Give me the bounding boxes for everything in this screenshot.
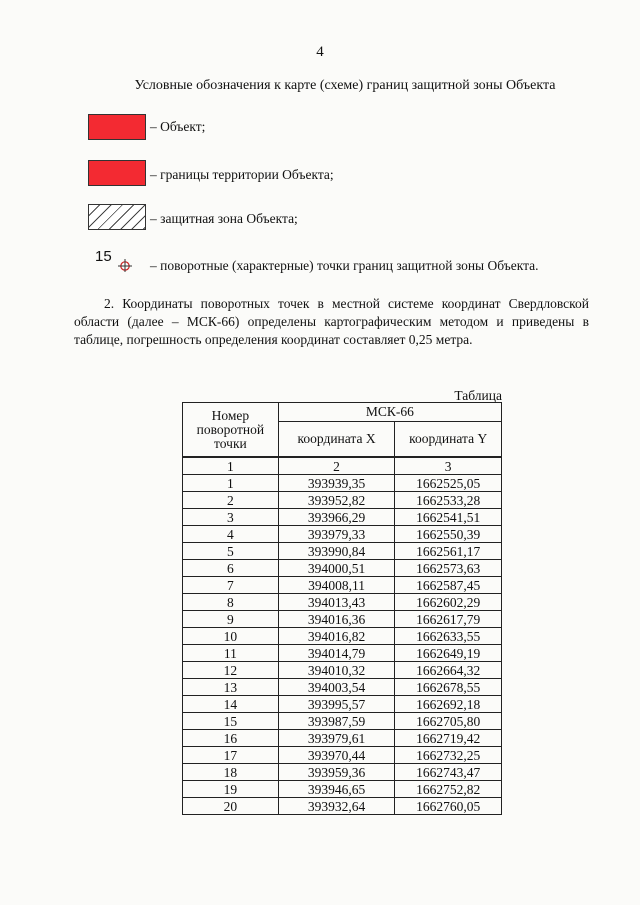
header-coordinate-x: координата X: [278, 422, 395, 458]
point-number-cell: 18: [183, 764, 279, 781]
point-number-cell: 15: [183, 713, 279, 730]
coordinate-y-cell: 1662760,05: [395, 798, 502, 815]
coordinate-x-cell: 393966,29: [278, 509, 395, 526]
table-row: [183, 509, 502, 526]
legend-label-zone: – защитная зона Объекта;: [150, 211, 298, 226]
header-msk66: МСК-66: [278, 403, 501, 422]
table-row: [183, 713, 502, 730]
table-row: [183, 492, 502, 509]
table-row: [183, 594, 502, 611]
coordinate-y-cell: 1662550,39: [395, 526, 502, 543]
coordinate-x-cell: 394016,82: [278, 628, 395, 645]
coordinate-x-cell: 394003,54: [278, 679, 395, 696]
point-number-cell: 7: [183, 577, 279, 594]
coordinate-y-cell: 1662633,55: [395, 628, 502, 645]
coordinate-y-cell: 1662617,79: [395, 611, 502, 628]
coordinate-y-cell: 1662678,55: [395, 679, 502, 696]
coordinate-x-cell: 393979,61: [278, 730, 395, 747]
crosshair-point-icon: [95, 248, 135, 272]
coordinates-paragraph: 2. Координаты поворотных точек в местной системе координат Свердловской области (далее – МСК-66) определены картографическим методом и приведены в таблице, погрешность определения координат составляет 0,25 метра.: [74, 296, 589, 347]
coordinate-y-cell: 1662719,42: [395, 730, 502, 747]
coordinate-x-cell: 393946,65: [278, 781, 395, 798]
header-point-number: Номер поворотной точки: [183, 403, 279, 458]
coordinate-x-cell: 393939,35: [278, 475, 395, 492]
table-index-row: [183, 457, 502, 475]
table-row: [183, 679, 502, 696]
table-row: [183, 628, 502, 645]
point-number-cell: 3: [183, 509, 279, 526]
legend-label-object: – Объект;: [150, 119, 206, 134]
table-row: [183, 645, 502, 662]
point-number-cell: 10: [183, 628, 279, 645]
table-row: [183, 747, 502, 764]
legend-label-points: – поворотные (характерные) точки границ защитной зоны Объекта.: [150, 258, 539, 273]
legend-label-territory: – границы территории Объекта;: [150, 167, 334, 182]
table-body: [183, 457, 502, 815]
index-cell: 3: [395, 457, 502, 475]
point-number-cell: 9: [183, 611, 279, 628]
table-row: [183, 611, 502, 628]
coordinate-x-cell: 394008,11: [278, 577, 395, 594]
coordinate-x-cell: 393932,64: [278, 798, 395, 815]
table-row: [183, 543, 502, 560]
point-number-cell: 5: [183, 543, 279, 560]
table-caption: Таблица: [454, 388, 502, 403]
coordinate-y-cell: 1662664,32: [395, 662, 502, 679]
point-number-cell: 1: [183, 475, 279, 492]
point-number-cell: 16: [183, 730, 279, 747]
header-coordinate-y: координата Y: [395, 422, 502, 458]
point-number-cell: 20: [183, 798, 279, 815]
legend-title: Условные обозначения к карте (схеме) границ защитной зоны Объекта: [134, 78, 556, 93]
coordinate-x-cell: 393970,44: [278, 747, 395, 764]
territory-swatch-icon: [88, 160, 146, 186]
point-number-cell: 6: [183, 560, 279, 577]
coordinate-y-cell: 1662743,47: [395, 764, 502, 781]
table-row: [183, 764, 502, 781]
coordinate-y-cell: 1662732,25: [395, 747, 502, 764]
coordinate-y-cell: 1662692,18: [395, 696, 502, 713]
table-row: [183, 781, 502, 798]
point-number-label: 15: [95, 248, 112, 265]
table-row: [183, 526, 502, 543]
table-row: [183, 798, 502, 815]
object-swatch-icon: [88, 114, 146, 140]
point-number-cell: 19: [183, 781, 279, 798]
table-row: [183, 662, 502, 679]
coordinate-y-cell: 1662602,29: [395, 594, 502, 611]
point-number-cell: 2: [183, 492, 279, 509]
coordinates-table: [182, 402, 502, 815]
coordinate-y-cell: 1662561,17: [395, 543, 502, 560]
coordinate-x-cell: 394013,43: [278, 594, 395, 611]
point-number-cell: 17: [183, 747, 279, 764]
coordinate-y-cell: 1662541,51: [395, 509, 502, 526]
point-number-cell: 14: [183, 696, 279, 713]
legend-item-zone: [88, 204, 146, 230]
page-number: 4: [316, 44, 324, 60]
coordinate-x-cell: 394000,51: [278, 560, 395, 577]
table-row: [183, 475, 502, 492]
coordinate-y-cell: 1662649,19: [395, 645, 502, 662]
coordinate-y-cell: 1662573,63: [395, 560, 502, 577]
coordinate-y-cell: 1662533,28: [395, 492, 502, 509]
point-number-cell: 13: [183, 679, 279, 696]
coordinate-x-cell: 394010,32: [278, 662, 395, 679]
coordinate-x-cell: 394014,79: [278, 645, 395, 662]
table-row: [183, 560, 502, 577]
coordinate-x-cell: 393979,33: [278, 526, 395, 543]
coordinate-y-cell: 1662705,80: [395, 713, 502, 730]
index-cell: 1: [183, 457, 279, 475]
coordinate-x-cell: 393952,82: [278, 492, 395, 509]
coordinate-x-cell: 393959,36: [278, 764, 395, 781]
hatched-zone-swatch-icon: [88, 204, 146, 230]
point-number-cell: 12: [183, 662, 279, 679]
coordinate-x-cell: 393990,84: [278, 543, 395, 560]
coordinate-y-cell: 1662587,45: [395, 577, 502, 594]
table-row: [183, 696, 502, 713]
point-number-cell: 4: [183, 526, 279, 543]
legend-item-territory: [88, 160, 146, 186]
coordinate-x-cell: 393987,59: [278, 713, 395, 730]
coordinate-y-cell: 1662752,82: [395, 781, 502, 798]
coordinate-y-cell: 1662525,05: [395, 475, 502, 492]
coordinate-x-cell: 394016,36: [278, 611, 395, 628]
table-row: [183, 577, 502, 594]
coordinate-x-cell: 393995,57: [278, 696, 395, 713]
legend-item-object: [88, 114, 146, 140]
table-row: [183, 730, 502, 747]
index-cell: 2: [278, 457, 395, 475]
point-number-cell: 11: [183, 645, 279, 662]
point-number-cell: 8: [183, 594, 279, 611]
